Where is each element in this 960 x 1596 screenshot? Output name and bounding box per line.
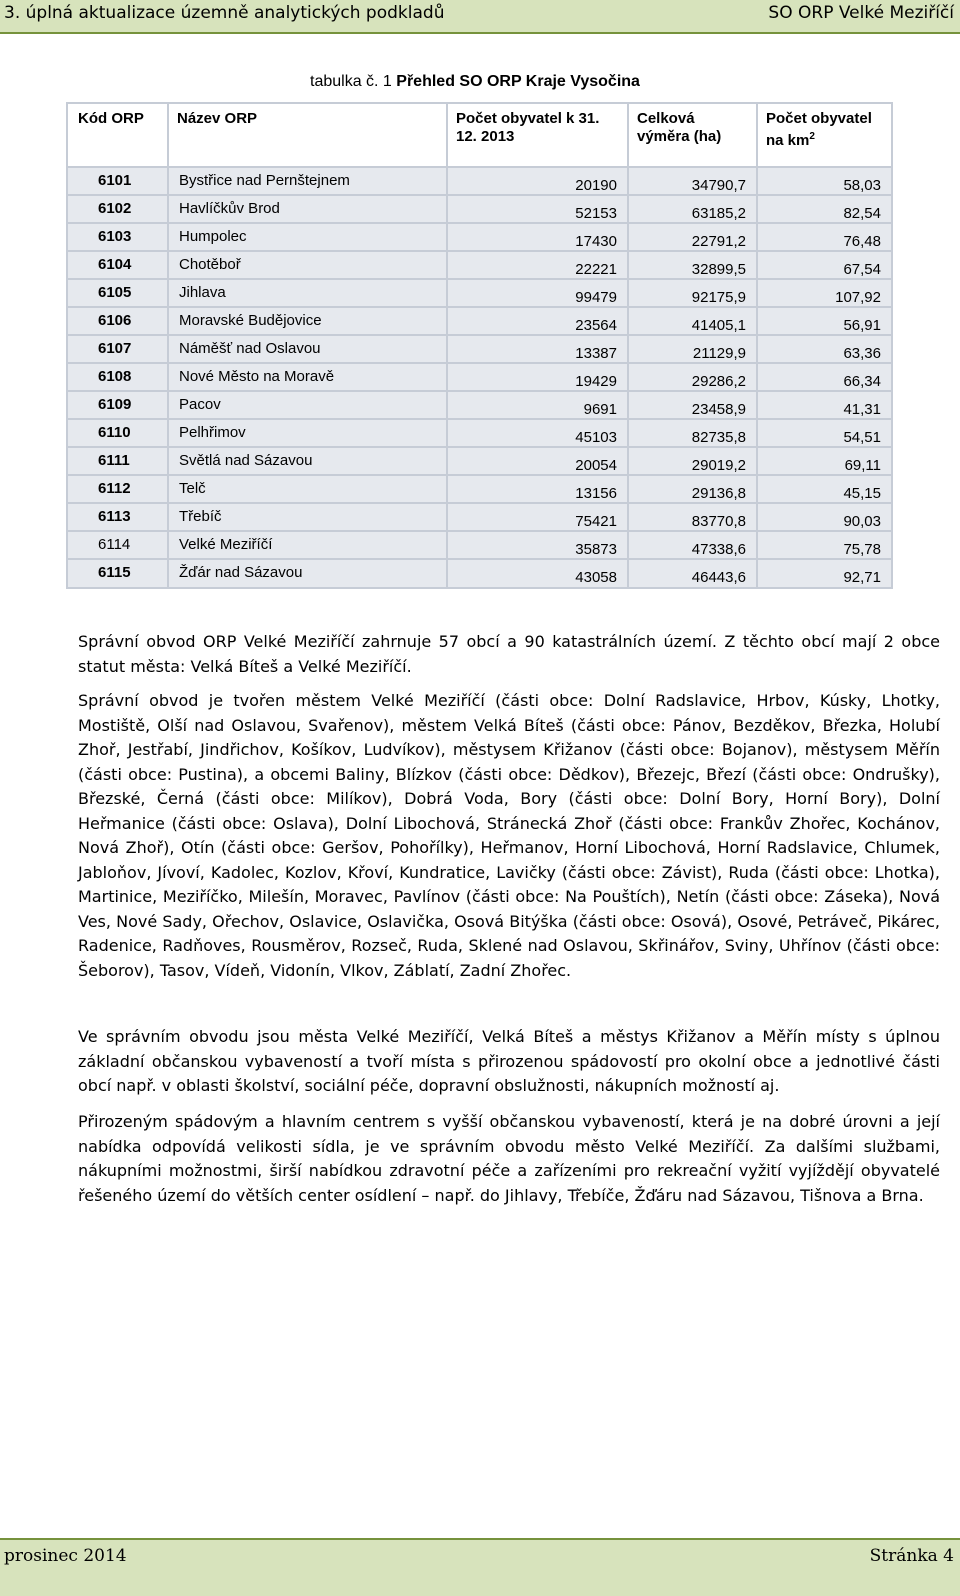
row-code: 6105: [68, 280, 169, 308]
row-name: Světlá nad Sázavou: [169, 448, 448, 476]
row-area: 82735,8: [629, 420, 758, 448]
row-population: 22221: [448, 252, 629, 280]
row-name: Nové Město na Moravě: [169, 364, 448, 392]
page-footer: [0, 1540, 960, 1596]
table-row: [68, 504, 891, 532]
table-row: [68, 560, 891, 587]
header-density: [758, 104, 891, 168]
header-area: Celková výměra (ha): [629, 104, 758, 168]
row-name: Náměšť nad Oslavou: [169, 336, 448, 364]
paragraph-composition: Správní obvod je tvořen městem Velké Meziříčí (části obce: Dolní Radslavice, Hrbov, Kúsky, Lhotky, Mostiště, Olší nad Oslavou, Svařenov), městem Velká Bíteš (části obce: Pánov, Bezděkov, Březka, Holubí Zhoř, Jestřabí, Jindřichov, Košíkov, Ludvíkov), městysem Křižanov (části obce: Bojanov), městysem Měřín (části obce: Pustina), a obcemi Baliny, Blízkov (části obce: Dědkov), Březejc, Březí (části obce: Ondrušky), Březské, Černá (části obce: Milíkov), Dobrá Voda, Bory (části obce: Dolní Bory, Horní Bory), Dolní Heřmanice (části obce: Oslava), Dolní Libochová, Stránecká Zhoř (části obce: Frankův Zhořec, Kochánov, Nová Zhoř), Otín (části obce: Geršov, Pohořílky), Heřmanov, Horní Libochová, Horní Radslavice, Chlumek, Jabloňov, Jívoví, Kadolec, Kozlov, Křoví, Kundratice, Lavičky (části obce: Závist), Ruda (části obce: Lhotka), Martinice, Meziříčko, Milešín, Moravec, Pavlínov (části obce: Na Pouštích), Netín (části obce: Záseka), Nová Ves, Nové Sady, Ořechov, Oslavice, Oslavička, Osová Bitýška (části obce: Osová), Osové, Petráveč, Pikárec, Radenice, Radňoves, Rousměrov, Rozseč, Ruda, Sklené nad Oslavou, Skřinářov, Sviny, Uhřínov (části obce: Šeborov), Tasov, Vídeň, Vidonín, Vlkov, Záblatí, Zadní Zhořec.: [78, 691, 940, 980]
page-header: [0, 0, 960, 34]
row-population: 9691: [448, 392, 629, 420]
row-code: 6111: [68, 448, 169, 476]
row-code: 6110: [68, 420, 169, 448]
orp-overview-table: [66, 102, 893, 589]
row-area: 83770,8: [629, 504, 758, 532]
paragraph-main-centre: Přirozeným spádovým a hlavním centrem s vyšší občanskou vybaveností, která je na dobré úrovni a její nabídka odpovídá velikosti sídla, je ve správním obvodu město Velké Meziříčí. Za dalšími službami, nákupními možnostmi, širší nabídkou zdravotní péče a zařízeními pro rekreační vyžití vyjíždějí obyvatelé řešeného území do větších center osídlení – např. do Jihlavy, Třebíče, Žďáru nad Sázavou, Tišnova a Brna.: [78, 1112, 940, 1205]
row-code: 6104: [68, 252, 169, 280]
row-density: 92,71: [758, 560, 891, 587]
table-row: [68, 532, 891, 560]
row-code: 6109: [68, 392, 169, 420]
table-caption-title: Přehled SO ORP Kraje Vysočina: [396, 73, 640, 90]
header-population: Počet obyvatel k 31. 12. 2013: [448, 104, 629, 168]
row-area: 23458,9: [629, 392, 758, 420]
header-territory-name: SO ORP Velké Meziříčí: [768, 3, 954, 23]
row-population: 75421: [448, 504, 629, 532]
header-code: Kód ORP: [68, 104, 169, 168]
header-density-label: Počet obyvatel na km: [766, 110, 872, 149]
row-area: 21129,9: [629, 336, 758, 364]
row-density: 58,03: [758, 168, 891, 196]
row-density: 76,48: [758, 224, 891, 252]
row-density: 69,11: [758, 448, 891, 476]
row-code: 6107: [68, 336, 169, 364]
row-population: 20190: [448, 168, 629, 196]
row-code: 6103: [68, 224, 169, 252]
table-row: [68, 448, 891, 476]
row-code: 6114: [68, 532, 169, 560]
row-area: 29286,2: [629, 364, 758, 392]
paragraph-municipalities-count: Správní obvod ORP Velké Meziříčí zahrnuje 57 obcí a 90 katastrálních území. Z těchto obcí mají 2 obce statut města: Velká Bíteš a Velké Meziříčí.: [78, 632, 940, 676]
table-row: [68, 308, 891, 336]
row-population: 23564: [448, 308, 629, 336]
row-name: Jihlava: [169, 280, 448, 308]
table-caption-prefix: tabulka č. 1: [310, 73, 392, 90]
row-area: 34790,7: [629, 168, 758, 196]
footer-page-number: Stránka 4: [869, 1546, 954, 1566]
table-row: [68, 196, 891, 224]
footer-date: prosinec 2014: [4, 1546, 127, 1566]
row-code: 6113: [68, 504, 169, 532]
row-name: Velké Meziříčí: [169, 532, 448, 560]
row-population: 13387: [448, 336, 629, 364]
row-name: Pelhřimov: [169, 420, 448, 448]
table-row: [68, 252, 891, 280]
row-code: 6106: [68, 308, 169, 336]
row-density: 56,91: [758, 308, 891, 336]
row-area: 29019,2: [629, 448, 758, 476]
row-name: Telč: [169, 476, 448, 504]
row-area: 92175,9: [629, 280, 758, 308]
row-density: 45,15: [758, 476, 891, 504]
row-name: Chotěboř: [169, 252, 448, 280]
row-name: Třebíč: [169, 504, 448, 532]
row-density: 90,03: [758, 504, 891, 532]
row-name: Pacov: [169, 392, 448, 420]
row-population: 43058: [448, 560, 629, 587]
row-name: Havlíčkův Brod: [169, 196, 448, 224]
row-population: 20054: [448, 448, 629, 476]
row-area: 29136,8: [629, 476, 758, 504]
row-code: 6112: [68, 476, 169, 504]
table-body: [68, 168, 891, 587]
table-row: [68, 224, 891, 252]
paragraph-amenities: Ve správním obvodu jsou města Velké Meziříčí, Velká Bíteš a městys Křižanov a Měřín místy s úplnou základní občanskou vybaveností a tvoří místa s přirozenou spádovostí pro okolní obce a jednotlivé části obcí např. v oblasti školství, sociální péče, dopravní obslužnosti, nákupních možností aj.: [78, 1027, 940, 1095]
row-name: Bystřice nad Pernštejnem: [169, 168, 448, 196]
row-density: 41,31: [758, 392, 891, 420]
row-population: 17430: [448, 224, 629, 252]
row-area: 47338,6: [629, 532, 758, 560]
row-name: Žďár nad Sázavou: [169, 560, 448, 587]
row-code: 6101: [68, 168, 169, 196]
row-name: Humpolec: [169, 224, 448, 252]
row-area: 22791,2: [629, 224, 758, 252]
table-row: [68, 280, 891, 308]
row-population: 52153: [448, 196, 629, 224]
row-code: 6108: [68, 364, 169, 392]
row-density: 66,34: [758, 364, 891, 392]
row-population: 99479: [448, 280, 629, 308]
row-population: 13156: [448, 476, 629, 504]
row-density: 107,92: [758, 280, 891, 308]
table-header-row: [68, 104, 891, 168]
row-area: 63185,2: [629, 196, 758, 224]
row-population: 45103: [448, 420, 629, 448]
table-row: [68, 420, 891, 448]
row-area: 46443,6: [629, 560, 758, 587]
table-row: [68, 168, 891, 196]
table-row: [68, 336, 891, 364]
table-row: [68, 476, 891, 504]
row-population: 19429: [448, 364, 629, 392]
row-code: 6115: [68, 560, 169, 587]
header-document-title: 3. úplná aktualizace územně analytických podkladů: [4, 3, 445, 23]
header-density-superscript: 2: [809, 131, 815, 142]
table-row: [68, 392, 891, 420]
header-name: Název ORP: [169, 104, 448, 168]
table-row: [68, 364, 891, 392]
row-population: 35873: [448, 532, 629, 560]
table-caption: [310, 73, 640, 91]
row-name: Moravské Budějovice: [169, 308, 448, 336]
row-density: 82,54: [758, 196, 891, 224]
row-area: 32899,5: [629, 252, 758, 280]
row-code: 6102: [68, 196, 169, 224]
row-area: 41405,1: [629, 308, 758, 336]
row-density: 67,54: [758, 252, 891, 280]
row-density: 63,36: [758, 336, 891, 364]
row-density: 75,78: [758, 532, 891, 560]
row-density: 54,51: [758, 420, 891, 448]
